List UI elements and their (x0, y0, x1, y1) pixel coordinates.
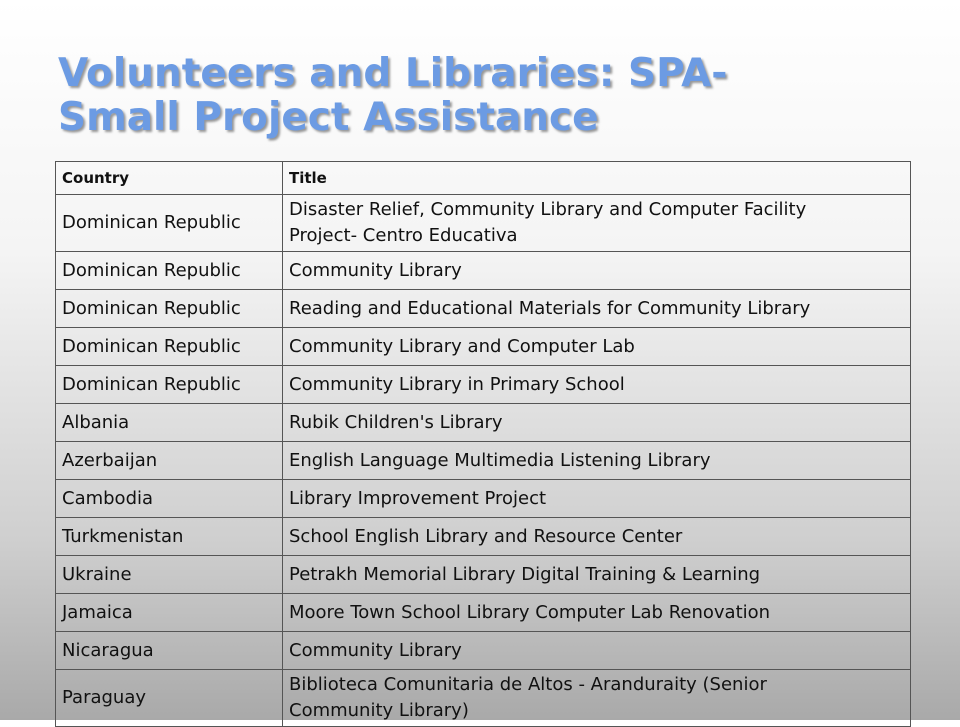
title-line: Reading and Educational Materials for Community Library (289, 297, 811, 319)
title-cell (283, 670, 911, 727)
title-cell (283, 556, 911, 594)
title-line: Community Library and Computer Lab (289, 335, 635, 357)
title-cell (283, 252, 911, 290)
slide-title-line-2: Small Project Assistance (58, 95, 599, 140)
table-row (56, 366, 911, 404)
title-cell (283, 518, 911, 556)
title-line: Disaster Relief, Community Library and Computer Facility (289, 199, 807, 220)
title-line: Community Library) (289, 700, 469, 721)
table-row (56, 670, 911, 727)
country-cell: Paraguay (56, 670, 283, 727)
table-row (56, 556, 911, 594)
title-cell (283, 328, 911, 366)
title-cell (283, 594, 911, 632)
title-line: Moore Town School Library Computer Lab Renovation (289, 601, 771, 623)
country-cell: Dominican Republic (56, 252, 283, 290)
table-header-row (56, 162, 911, 195)
title-cell (283, 195, 911, 252)
table-row (56, 442, 911, 480)
country-cell: Nicaragua (56, 632, 283, 670)
title-line: Project- Centro Educativa (289, 225, 518, 246)
table-row (56, 594, 911, 632)
table-body (56, 195, 911, 727)
country-cell: Dominican Republic (56, 195, 283, 252)
slide-title (58, 52, 918, 140)
title-line: Community Library (289, 259, 462, 281)
country-cell: Ukraine (56, 556, 283, 594)
projects-table (55, 161, 911, 727)
slide-title-line-1: Volunteers and Libraries: SPA- (58, 51, 728, 96)
table-row (56, 480, 911, 518)
title-line: Community Library (289, 639, 462, 661)
table-row (56, 290, 911, 328)
title-cell (283, 404, 911, 442)
table-row (56, 328, 911, 366)
country-cell: Dominican Republic (56, 290, 283, 328)
column-header-title: Title (283, 162, 911, 195)
country-cell: Dominican Republic (56, 366, 283, 404)
country-cell: Dominican Republic (56, 328, 283, 366)
table-row (56, 404, 911, 442)
country-cell: Cambodia (56, 480, 283, 518)
title-cell (283, 480, 911, 518)
title-cell (283, 366, 911, 404)
country-cell: Azerbaijan (56, 442, 283, 480)
title-line: Rubik Children's Library (289, 411, 503, 433)
title-line: Biblioteca Comunitaria de Altos - Aranduraity (Senior (289, 674, 767, 695)
table-row (56, 195, 911, 252)
title-line: School English Library and Resource Center (289, 525, 683, 547)
country-cell: Albania (56, 404, 283, 442)
title-cell (283, 442, 911, 480)
column-header-country: Country (56, 162, 283, 195)
country-cell: Turkmenistan (56, 518, 283, 556)
title-line: English Language Multimedia Listening Library (289, 449, 711, 471)
title-line: Petrakh Memorial Library Digital Training & Learning (289, 563, 761, 585)
title-cell (283, 290, 911, 328)
table-row (56, 632, 911, 670)
table-row (56, 252, 911, 290)
table-row (56, 518, 911, 556)
country-cell: Jamaica (56, 594, 283, 632)
title-cell (283, 632, 911, 670)
title-line: Library Improvement Project (289, 487, 547, 509)
title-line: Community Library in Primary School (289, 373, 625, 395)
